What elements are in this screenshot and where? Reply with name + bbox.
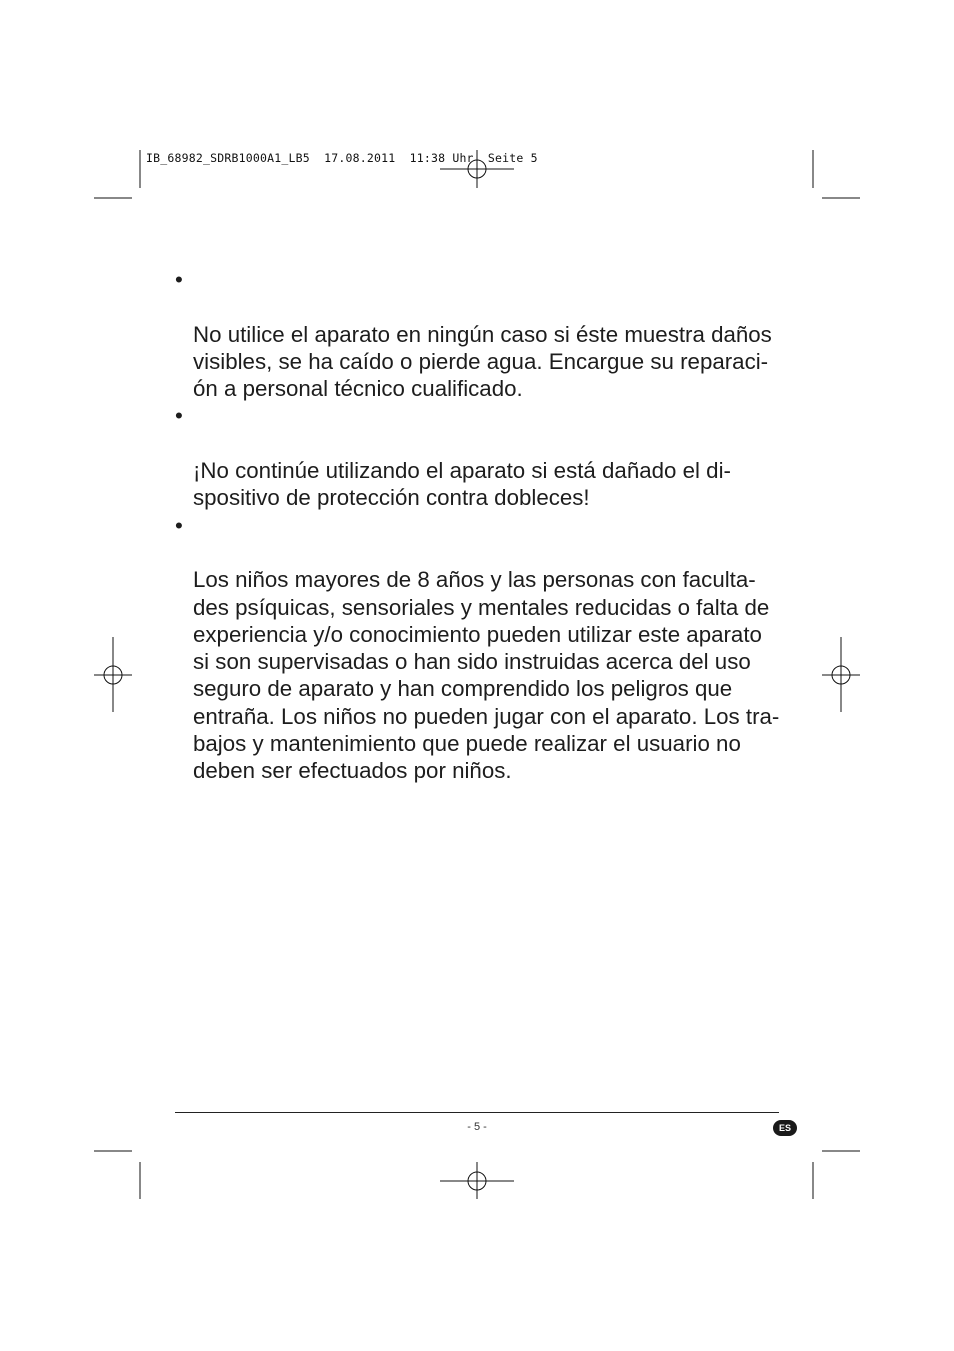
- print-slug-line: IB_68982_SDRB1000A1_LB5 17.08.2011 11:38 Uhr Seite 5: [146, 151, 538, 165]
- page-number: - 5 -: [467, 1121, 487, 1133]
- list-item: [175, 402, 785, 511]
- list-item: [175, 266, 785, 402]
- list-item-text: ¡No continúe utilizando el aparato si está dañado el di- spositivo de protección contra dobleces!: [193, 458, 731, 511]
- list-item: [175, 512, 785, 785]
- list-item-text: Los niños mayores de 8 años y las personas con faculta- des psíquicas, sensoriales y mentales reducidas o falta de experiencia y/o conocimiento pueden utilizar este aparato si son supervisadas o han sido instruidas acerca del uso seguro de aparato y han comprendido los peligros que entraña. Los niños no pueden jugar con el aparato. Los tra- bajos y mantenimiento que puede realizar el usuario no deben ser efectuados por niños.: [193, 567, 780, 784]
- footer-divider: [175, 1112, 779, 1113]
- safety-instructions-list: [175, 266, 785, 785]
- list-item-text: No utilice el aparato en ningún caso si éste muestra daños visibles, se ha caído o pierde agua. Encargue su reparaci- ón a personal técnico cualificado.: [193, 321, 772, 402]
- language-badge: ES: [773, 1120, 797, 1136]
- bullet-point: •: [175, 403, 183, 429]
- bullet-point: •: [175, 267, 183, 292]
- bullet-point: •: [175, 512, 183, 538]
